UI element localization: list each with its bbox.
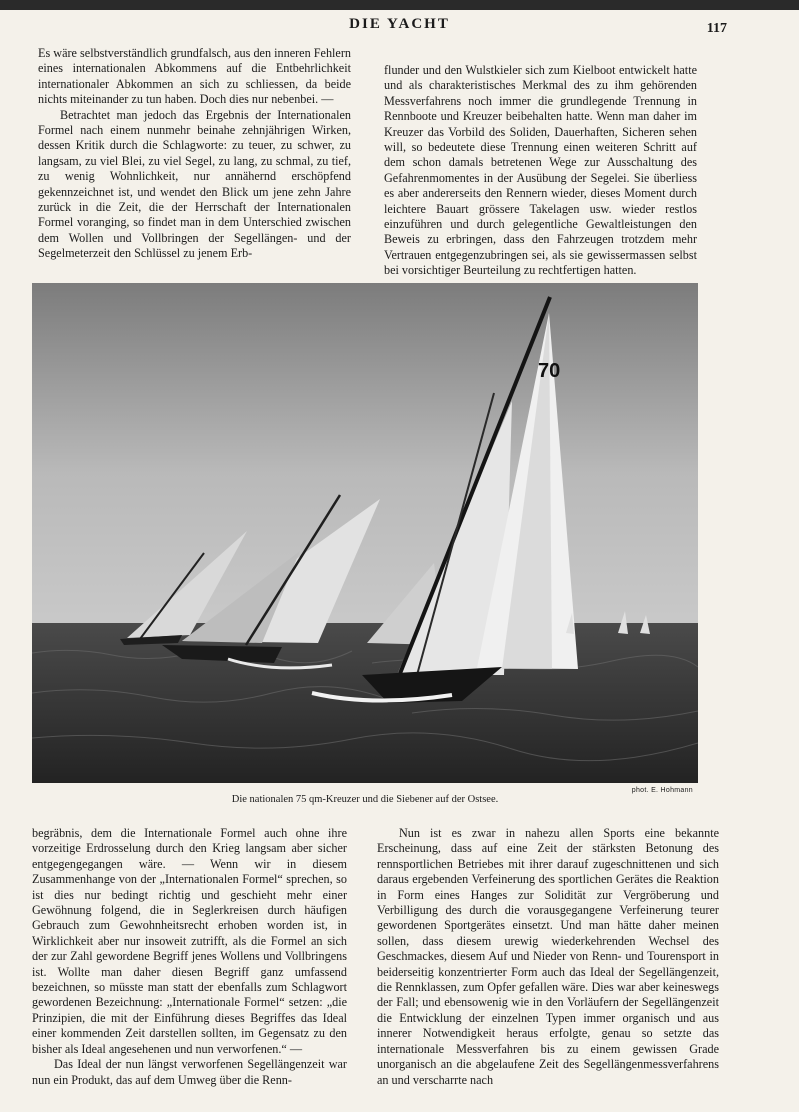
paragraph: flunder und den Wulstkieler sich zum Kielboot entwickelt hatte und als charakteristisches Merkmal des zu ihm gehörenden Messverfahrens noch immer die grundlegende Trennung in Rennboote und Kreuzer beibehalten hatte. Wenn man daher im Kreuzer das Vorbild des Soliden, Dauerhaften, Sicheren sehen will, so bedeutete diese Trennung einen weiteren Schritt auf dem schon damals betretenen Wege zur Ausschaltung des Gefahrenmomentes in der Ausübung der Segelei. Sie überliess es aber andererseits den Rennern wieder, dieses Moment durch leichtere Bauart grössere Takelagen usw. wieder restlos einzuführen und durch gelegentliche Gewaltleistungen den Beweis zu erbringen, dass den Fahrzeugen trotzdem mehr Vertrauen entgegenzubringen sei, als sie gewissermassen selbst bei vorsichtiger Beurteilung zu rechtfertigen hatten.	[384, 63, 697, 278]
running-header-title: DIE YACHT	[349, 16, 450, 32]
page-top-edge	[0, 0, 799, 10]
sky	[32, 283, 698, 628]
yacht-photograph	[32, 283, 698, 783]
photo-illustration	[32, 283, 698, 783]
column-top-left	[38, 46, 351, 262]
page-number: 117	[706, 21, 727, 36]
photo-credit: phot. E. Hohmann	[631, 787, 693, 794]
photo-caption: Die nationalen 75 qm-Kreuzer und die Siebener auf der Ostsee.	[231, 794, 499, 805]
paragraph: Das Ideal der nun längst verworfenen Segellängenzeit war nun ein Produkt, das auf dem Umweg über die Renn-	[32, 1057, 347, 1087]
paragraph: Betrachtet man jedoch das Ergebnis der Internationalen Formel nach einem nunmehr beinahe zehnjährigen Wirken, dessen Kritik durch die Schlagworte: zu teuer, zu schwer, zu langsam, zu viel Blei, zu viel Segel, zu lang, zu schmal, zu tief, zu wenig Wohnlichkeit, nur annähernd erschöpfend gekennzeichnet ist, und wendet den Blick um jene zehn Jahre zurück in die Zeit, die der Herrschaft der Internationalen Formel voranging, so findet man in dem Unterschied zwischen dem Wollen und Vollbringen der Segellängen- und der Segelmeterzeit den Schlüssel zu jenem Erb-	[38, 107, 351, 261]
column-top-right	[384, 63, 697, 279]
paragraph: Es wäre selbstverständlich grundfalsch, aus den inneren Fehlern eines internationalen Abkommens auf die Entbehrlichkeit internationaler Abkommen an sich zu schliessen, da beide nichts miteinander zu tun haben. Doch dies nur nebenbei. —	[38, 46, 351, 107]
sail-number: 70	[538, 360, 561, 382]
column-bottom-right	[377, 826, 719, 1088]
paragraph: Nun ist es zwar in nahezu allen Sports eine bekannte Erscheinung, dass auf eine Zeit der stärksten Betonung des rennsportlichen Betriebes mit ihrer darauf zugeschnittenen und sich daraus ergebenden Verfeinerung des sportlichen Gerätes die Reaktion in Form eines Hanges zur Solidität zur Vergröberung und Verbilligung des durch die vorausgegangene Verfeinerung teurer gewordenen Sportgerätes einsetzt. Und man hätte daher meinen sollen, dass diesem urewig wiederkehrenden Wechsel des Geschmackes, diesem Auf und Nieder von Renn- und Tourensport in beiderseitig konzentrierter Form auch das Ideal der Segellängenzeit, die Rennklassen, zum Opfer gefallen wäre. Dies war aber keineswegs der Fall; und ebensowenig wie in den Vorläufern der Segellängenzeit die Entwicklung der einzelnen Typen immer organisch und aus innerer Notwendigkeit heraus erfolgte, genau so setzte das internationale Messverfahren bis zu einem gewissen Grade unorganisch an die abgelaufene Zeit des Segellängenmessverfahrens an und verscharrte nach	[377, 826, 719, 1087]
column-bottom-left	[32, 826, 347, 1088]
paragraph: begräbnis, dem die Internationale Formel auch ohne ihre vorzeitige Erdrosselung durch den Krieg langsam aber sicher entgegengegangen wäre. — Wenn wir in diesem Zusammenhange von der „Internationalen Formel“ sprechen, so ist dies nur bedingt richtig und geschieht mehr einer Gewöhnung folgend, die in Seglerkreisen durch häufigen Gebrauch zum Gewohnheitsrecht erhoben worden ist, in Wirklichkeit aber nur insoweit zutrifft, als die Formel an sich der zur Zahl gewordene Begriff jenes Wollens und Vollbringens ist. Wollte man daher diesen Begriff ganz umfassend bezeichnen, so müsste man statt der ebenfalls zum Schlagwort gewordenen Bezeichnung: „Internationale Formel“ setzen: „die Prinzipien, die mit der Einführung dieses Begriffes das Ideal einer kommenden Zeit darstellen sollten, im Gegensatz zu den bisher als Ideal angesehenen und nun verworfenen.“ —	[32, 826, 347, 1056]
sea	[32, 623, 698, 783]
